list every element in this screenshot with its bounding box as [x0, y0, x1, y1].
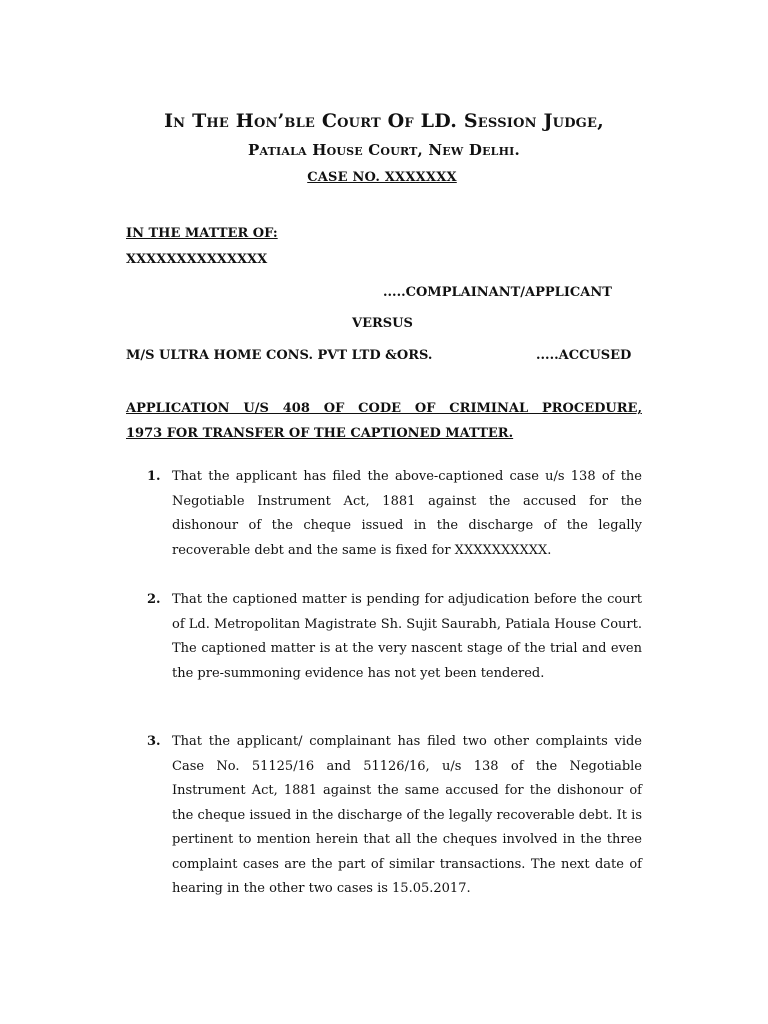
- paragraph-text: That the captioned matter is pending for adjudication before the court of Ld. Metropolitan Magistrate Sh. Sujit Saurabh, Patiala House Court. The captioned matter is at the very nascent stage of the trial and even the pre-summoning evidence has not yet been tendered.: [172, 592, 642, 681]
- matter-label: IN THE MATTER OF:: [126, 226, 278, 241]
- paragraph-text: That the applicant/ complainant has filed two other complaints vide Case No. 51125/16 and 51126/16, u/s 138 of the Negotiable Instrument Act, 1881 against the same accused for the dishonour of the cheque issued in the discharge of the legally recoverable debt. It is pertinent to mention herein that all the cheques involved in the three complaint cases are the part of similar transactions. The next date of hearing in the other two cases is 15.05.2017.: [172, 734, 642, 896]
- application-title: [126, 396, 642, 446]
- paragraph-number: 1.: [147, 469, 161, 484]
- complainant-name: XXXXXXXXXXXXXX: [126, 252, 268, 267]
- paragraph-number: 3.: [147, 734, 161, 749]
- application-title-line-1: APPLICATION U/S 408 OF CODE OF CRIMINAL PROCEDURE,: [126, 401, 642, 416]
- court-heading: In The Hon’ble Court Of LD. Session Judge,: [164, 110, 604, 132]
- paragraph-3: [147, 730, 642, 902]
- court-location: Patiala House Court, New Delhi.: [248, 141, 520, 159]
- paragraph-number: 2.: [147, 592, 161, 607]
- accused-name: M/S ULTRA HOME CONS. PVT LTD &ORS.: [126, 348, 433, 363]
- application-title-line-2: 1973 FOR TRANSFER OF THE CAPTIONED MATTER.: [126, 426, 514, 441]
- paragraph-2: [147, 588, 642, 686]
- versus-label: VERSUS: [352, 316, 413, 331]
- paragraph-1: [147, 465, 642, 563]
- case-number: CASE NO. XXXXXXX: [307, 170, 457, 185]
- accused-role: .....ACCUSED: [536, 348, 632, 363]
- paragraph-text: That the applicant has filed the above-captioned case u/s 138 of the Negotiable Instrument Act, 1881 against the accused for the dishonour of the cheque issued in the discharge of the legally recoverable debt and the same is fixed for XXXXXXXXXX.: [172, 469, 642, 558]
- complainant-role: .....COMPLAINANT/APPLICANT: [383, 285, 612, 300]
